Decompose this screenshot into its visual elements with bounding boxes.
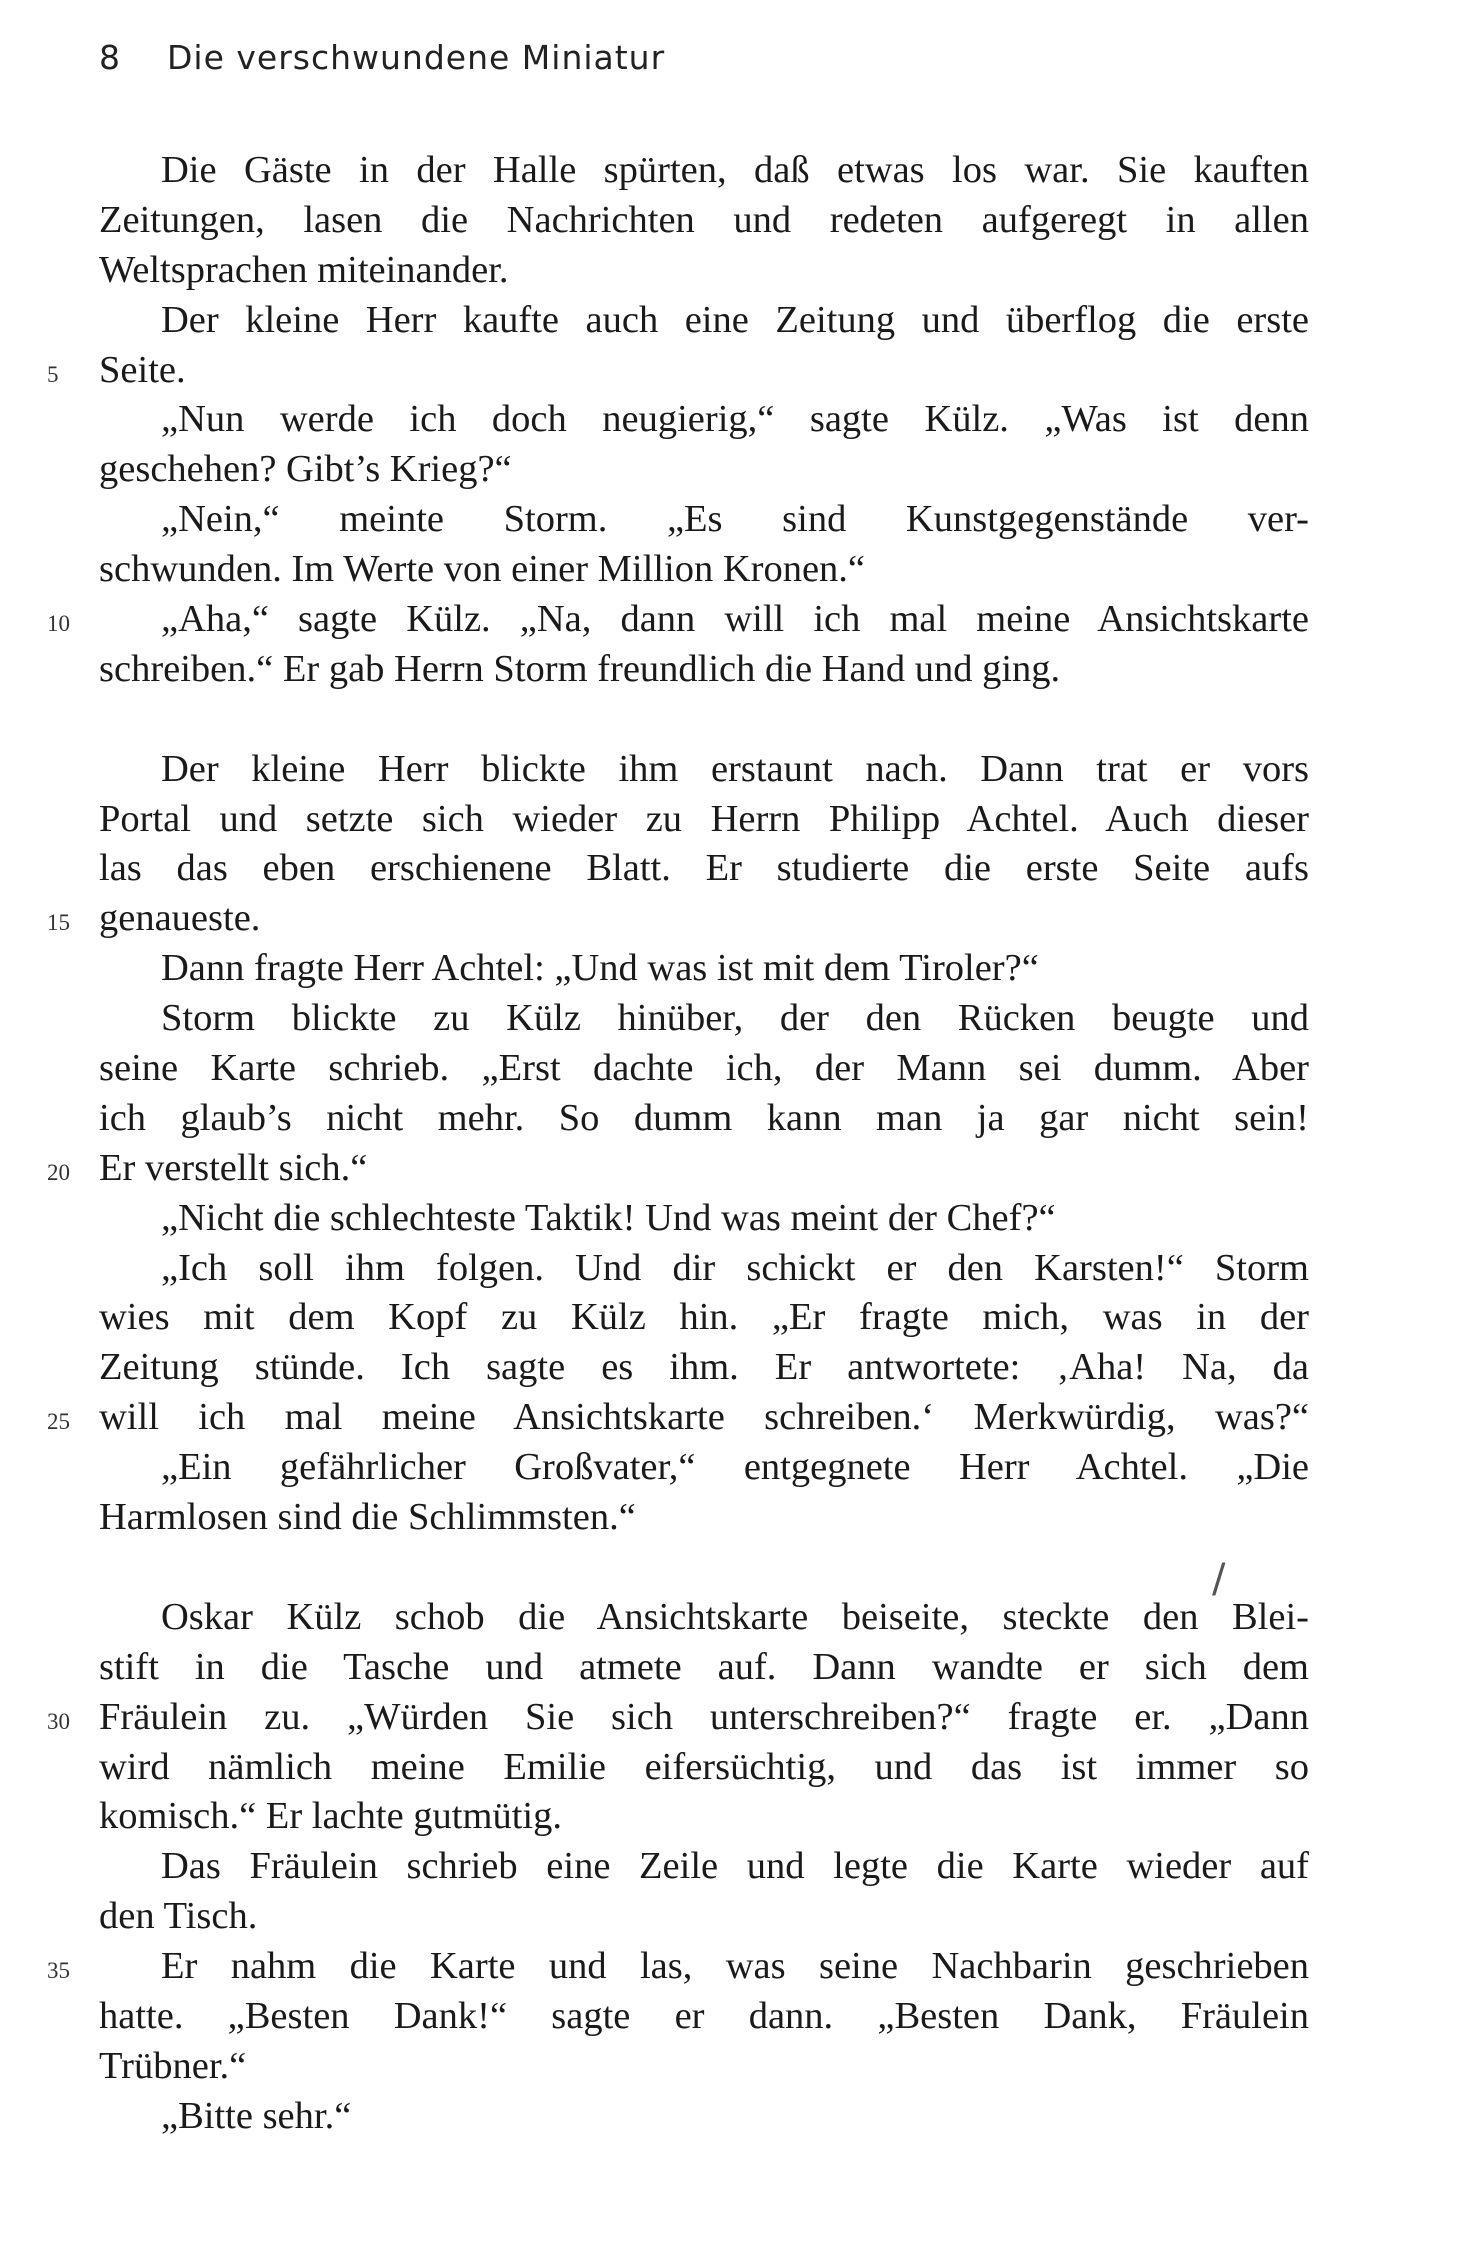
line-number: 5 [47,361,59,387]
text-line [99,296,1309,346]
line-text: hatte. „Besten Dank!“ sagte er dann. „Besten Dank, Fräulein [99,1994,1309,2037]
line-text: den Tisch. [99,1895,258,1938]
text-line [99,1792,1309,1842]
line-number: 20 [47,1159,70,1185]
line-text: „Nun werde ich doch neugierig,“ sagte Külz. „Was ist denn [161,398,1309,441]
line-number: 30 [47,1708,70,1734]
text-line [99,1593,1309,1643]
text-line [99,2042,1309,2092]
text-line [99,795,1309,845]
text-line [47,894,1309,944]
line-text: Er nahm die Karte und las, was seine Nachbarin geschrieben [161,1945,1309,1988]
running-header [99,38,665,77]
body-text [47,146,1309,2142]
line-text: Fräulein zu. „Würden Sie sich unterschreiben?“ fragte er. „Dann [99,1695,1309,1738]
text-line [99,745,1309,795]
text-line [99,844,1309,894]
text-line [99,1992,1309,2042]
text-line [99,1044,1309,1094]
text-line [47,1693,1309,1743]
line-text: seine Karte schrieb. „Erst dachte ich, der Mann sei dumm. Aber [99,1047,1309,1090]
text-line [99,1343,1309,1393]
text-line [99,146,1309,196]
text-line [99,1892,1309,1942]
line-text: Der kleine Herr kaufte auch eine Zeitung und überflog die erste [161,298,1309,341]
line-number: 35 [47,1958,70,1984]
running-title: Die verschwundene Miniatur [167,38,666,77]
line-text: ich glaub’s nicht mehr. So dumm kann man ja gar nicht sein! [99,1096,1309,1139]
line-text: will ich mal meine Ansichtskarte schreiben.‘ Merkwürdig, was?“ [99,1396,1309,1439]
text-line [99,495,1309,545]
line-text: Das Fräulein schrieb eine Zeile und legte die Karte wieder auf [161,1845,1309,1888]
text-line [99,395,1309,445]
line-text: „Nein,“ meinte Storm. „Es sind Kunstgegenstände ver- [161,498,1309,541]
line-text: „Nicht die schlechteste Taktik! Und was meint der Chef?“ [161,1196,1056,1239]
line-text: Oskar Külz schob die Ansichtskarte beiseite, steckte den Blei- [161,1595,1309,1638]
text-line [47,595,1309,645]
text-line [99,196,1309,246]
text-line [99,1643,1309,1693]
page-number: 8 [99,38,121,77]
text-line [99,1842,1309,1892]
line-text: „Ich soll ihm folgen. Und dir schickt er den Karsten!“ Storm [161,1246,1309,1289]
text-line [47,346,1309,396]
text-line [99,1743,1309,1793]
text-line [47,1144,1309,1194]
line-text: schwunden. Im Werte von einer Million Kronen.“ [99,548,865,591]
line-text: „Ein gefährlicher Großvater,“ entgegnete Herr Achtel. „Die [161,1446,1309,1489]
text-line [99,1244,1309,1294]
line-text: schreiben.“ Er gab Herrn Storm freundlich die Hand und ging. [99,647,1061,690]
line-number: 25 [47,1409,70,1435]
line-text: Zeitung stünde. Ich sagte es ihm. Er antwortete: ‚Aha! Na, da [99,1346,1309,1389]
line-text: „Bitte sehr.“ [161,2094,352,2137]
line-text: komisch.“ Er lachte gutmütig. [99,1795,562,1838]
section-gap [99,695,1309,745]
line-text: genaueste. [99,897,261,940]
line-text: geschehen? Gibt’s Krieg?“ [99,448,512,491]
section-gap [99,1543,1309,1593]
text-line [99,1293,1309,1343]
text-line [99,1094,1309,1144]
text-line [99,1443,1309,1493]
line-text: las das eben erschienene Blatt. Er studierte die erste Seite aufs [99,847,1309,890]
line-text: Portal und setzte sich wieder zu Herrn Philipp Achtel. Auch dieser [99,797,1309,840]
text-line [99,1194,1309,1244]
text-line [47,1942,1309,1992]
text-line [99,246,1309,296]
text-line [99,944,1309,994]
text-line [99,1493,1309,1543]
text-line [99,2092,1309,2142]
line-text: Seite. [99,348,186,391]
margin-slash-mark: / [1212,1556,1226,1602]
line-text: stift in die Tasche und atmete auf. Dann wandte er sich dem [99,1645,1309,1688]
line-text: wies mit dem Kopf zu Külz hin. „Er fragte mich, was in der [99,1296,1309,1339]
line-text: Der kleine Herr blickte ihm erstaunt nach. Dann trat er vors [161,747,1309,790]
line-text: Er verstellt sich.“ [99,1146,368,1189]
line-text: Harmlosen sind die Schlimmsten.“ [99,1496,636,1539]
text-line [47,1393,1309,1443]
line-text: „Aha,“ sagte Külz. „Na, dann will ich mal meine Ansichtskarte [161,598,1309,641]
line-number: 10 [47,611,70,637]
line-text: Trübner.“ [99,2044,247,2087]
line-text: Die Gäste in der Halle spürten, daß etwas los war. Sie kauften [161,149,1309,191]
text-line [99,994,1309,1044]
line-text: wird nämlich meine Emilie eifersüchtig, und das ist immer so [99,1745,1309,1788]
line-text: Storm blickte zu Külz hinüber, der den Rücken beugte und [161,997,1309,1040]
text-line [99,545,1309,595]
line-text: Zeitungen, lasen die Nachrichten und redeten aufgeregt in allen [99,198,1309,241]
line-text: Dann fragte Herr Achtel: „Und was ist mit dem Tiroler?“ [161,947,1039,990]
line-number: 15 [47,910,70,936]
text-line [99,445,1309,495]
line-text: Weltsprachen miteinander. [99,248,509,291]
text-line [99,645,1309,695]
